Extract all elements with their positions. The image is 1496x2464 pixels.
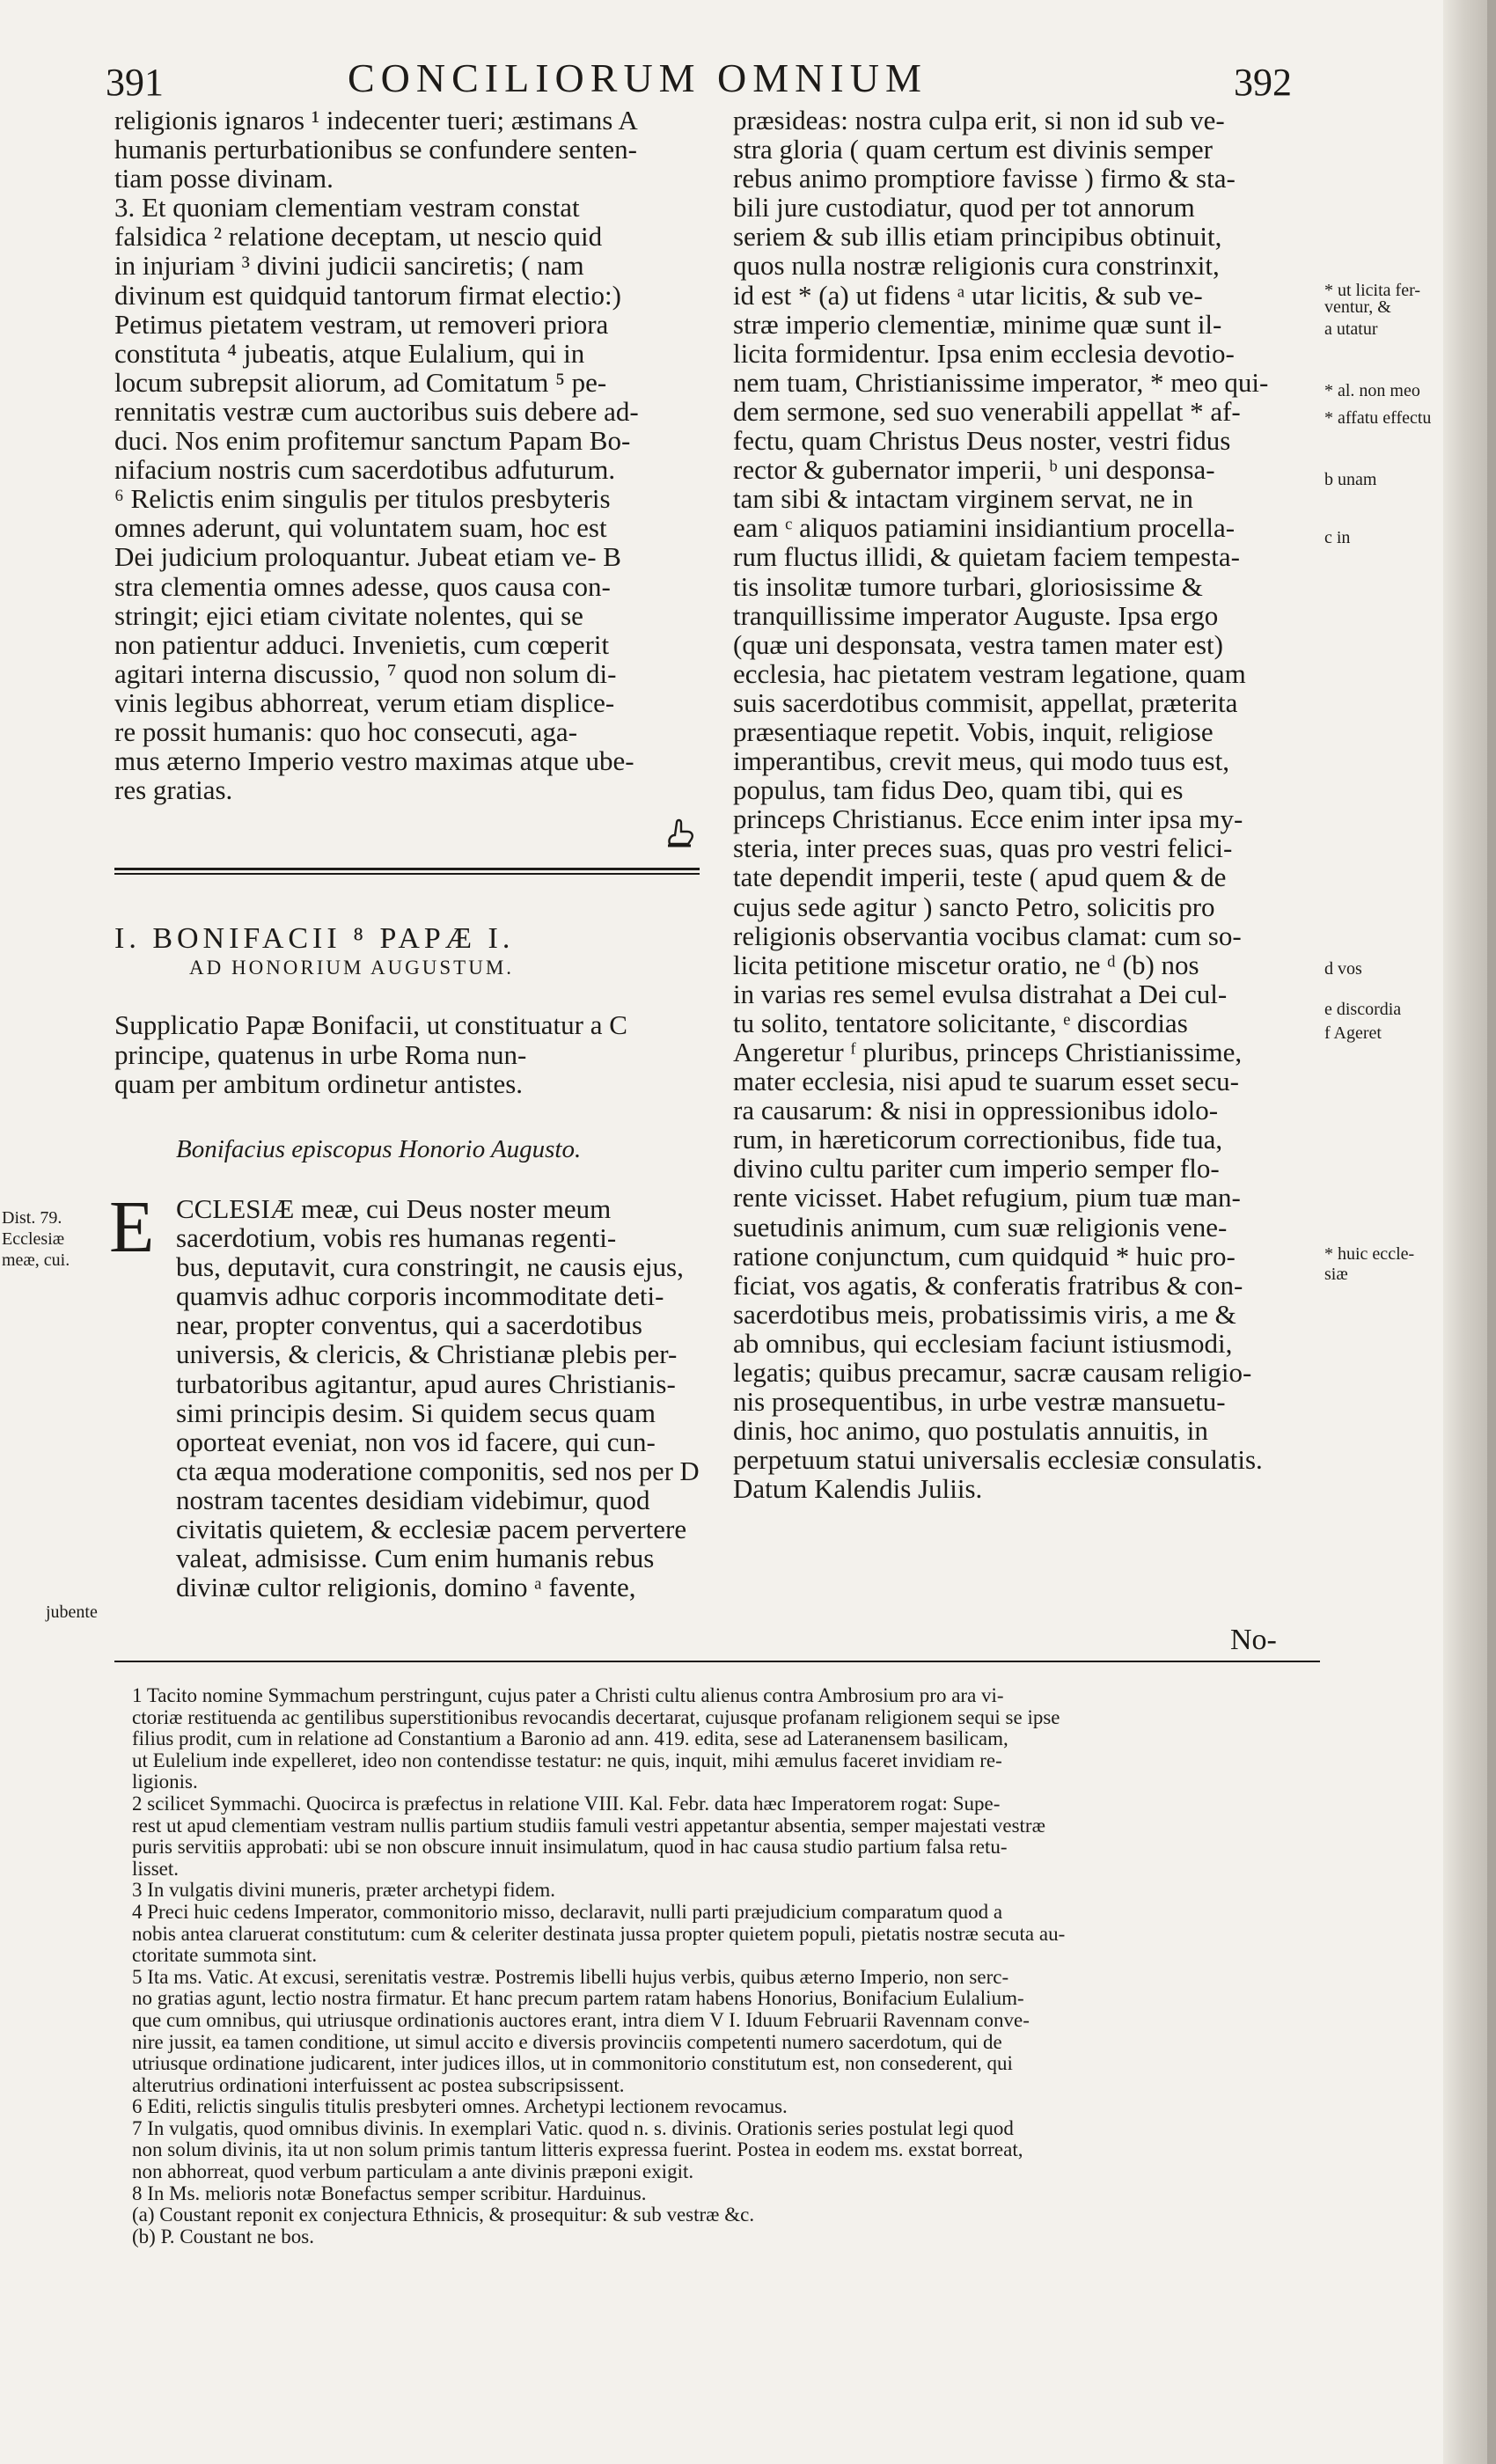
- right-column-line: fectu, quam Christus Deus noster, vestri fidus: [733, 425, 1231, 457]
- right-column-line: religionis observantia vocibus clamat: cum so-: [733, 920, 1242, 951]
- right-column-line: imperantibus, crevit meus, qui modo tuus est,: [733, 745, 1229, 777]
- right-margin-note: f Ageret: [1324, 1023, 1382, 1043]
- left-column-line: re possit humanis: quo hoc consecuti, aga-: [114, 715, 578, 747]
- letter-body-line: divinæ cultor religionis, domino ᵃ favente,: [176, 1572, 636, 1603]
- footnote-line: rest ut apud clementiam vestram nullis partium studiis famuli vestri appetantur absentia, semper majestati vestræ: [132, 1814, 1045, 1837]
- right-column-line: tis insolitæ tumore turbari, gloriosissime &: [733, 570, 1203, 602]
- footnotes: [132, 1685, 1320, 2248]
- right-column-line: ra causarum: & nisi in oppressionibus idolo-: [733, 1095, 1219, 1126]
- left-column-line: tiam posse divinam.: [114, 163, 334, 194]
- right-column-line: in varias res semel evulsa distrahat a Dei cul-: [733, 978, 1228, 1009]
- letter-body-line: simi principis desim. Si quidem secus quam: [176, 1397, 656, 1428]
- right-column-line: id est * (a) ut fidens ᵃ utar licitis, & sub ve-: [733, 279, 1203, 311]
- footnote-line: ctoritate summota sint.: [132, 1944, 318, 1967]
- footnote-line: 4 Preci huic cedens Imperator, commonitorio misso, declaravit, nulli parti præjudicium comparatum quod a: [132, 1900, 1003, 1923]
- right-column-line: nis prosequentibus, in urbe vestræ mansuetu-: [733, 1386, 1226, 1418]
- left-column-line: mus æterno Imperio vestro maximas atque ube-: [114, 745, 634, 777]
- letter-body-line: nostram tacentes desidiam videbimur, quod: [176, 1484, 650, 1515]
- left-margin-note-line: meæ, cui.: [2, 1250, 70, 1270]
- letter-body-line: near, propter conventus, qui a sacerdotibus: [176, 1309, 642, 1341]
- left-column-line: divinum est quidquid tantorum firmat electio:): [114, 279, 621, 311]
- letter-body-line: cta æqua moderatione componitis, sed nos per D: [176, 1455, 700, 1486]
- footnote-line: 5 Ita ms. Vatic. At excusi, serenitatis vestræ. Postremis libelli hujus verbis, quibus æterno Imperio, non serc-: [132, 1965, 1009, 1988]
- right-column-line: suetudinis animum, cum suæ religionis vene-: [733, 1211, 1228, 1243]
- right-column-line: præsideas: nostra culpa erit, si non id sub ve-: [733, 105, 1225, 136]
- right-column-line: rum, in hæreticorum correctionibus, fide tua,: [733, 1124, 1223, 1155]
- right-margin-note: siæ: [1324, 1265, 1348, 1285]
- left-column-line: stra clementia omnes adesse, quos causa con-: [114, 570, 611, 602]
- left-column-line: vinis legibus abhorreat, verum etiam displice-: [114, 686, 615, 718]
- left-column-line: religionis ignaros ¹ indecenter tueri; æstimans A: [114, 105, 638, 136]
- footnote-line: 8 In Ms. melioris notæ Bonefactus semper scribitur. Harduinus.: [132, 2182, 647, 2204]
- left-margin-note-line: Ecclesiæ: [2, 1229, 65, 1249]
- footnote-line: alterutrius ordinationi interfuissent ac postea subscripsissent.: [132, 2073, 625, 2096]
- footnote-line: 2 scilicet Symmachi. Quocirca is præfectus in relatione VIII. Kal. Febr. data hæc Imperatorem rogat: Supe-: [132, 1792, 1001, 1815]
- right-column-line: tate dependit imperii, teste ( apud quem & de: [733, 862, 1227, 893]
- right-margin-note: d vos: [1324, 958, 1362, 979]
- right-column-line: ratione conjunctum, cum quidquid * huic pro-: [733, 1240, 1236, 1272]
- letter-summary: [114, 1010, 627, 1099]
- letter-body-line: oporteat eveniat, non vos id facere, qui cun-: [176, 1426, 656, 1457]
- right-margin-note: a utatur: [1324, 319, 1378, 340]
- left-column-line: Dei judicium proloquantur. Jubeat etiam ve- B: [114, 541, 621, 573]
- right-column-line: suis sacerdotibus commisit, appellat, præterita: [733, 686, 1238, 718]
- left-column-line: Petimus pietatem vestram, ut removeri priora: [114, 308, 609, 340]
- left-margin-jubente: jubente: [46, 1602, 98, 1622]
- footnote-line: ut Eulelium inde expelleret, ideo non contendisse testatur: ne quis, inquit, mihi æmulus faceret invidiam re-: [132, 1749, 1002, 1771]
- right-column-line: bili jure custodiatur, quod per tot annorum: [733, 192, 1195, 224]
- footnote-line: utriusque ordinatione judicarent, inter judices illos, ut in commonitorio constitutum est, non consederent, qui: [132, 2052, 1013, 2075]
- right-column-line: præsentiaque repetit. Vobis, inquit, religiose: [733, 715, 1214, 747]
- drop-cap: E: [109, 1186, 155, 1268]
- footnote-line: non solum divinis, ita ut non solum primis tantum litteris expressa fuerint. Postea in eodem ms. exstat borreat,: [132, 2138, 1023, 2161]
- letter-salutation: Bonifacius episcopus Honorio Augusto.: [176, 1135, 582, 1163]
- right-column-line: princeps Christianus. Ecce enim inter ipsa my-: [733, 803, 1243, 835]
- footnote-rule: [114, 1661, 1320, 1662]
- right-column-line: dinis, hoc animo, quo postulatis annuitis, in: [733, 1415, 1208, 1447]
- footnote-line: lisset.: [132, 1857, 180, 1880]
- running-title: CONCILIORUM OMNIUM: [348, 55, 928, 100]
- right-column-text: [733, 106, 1318, 1504]
- left-column-line: agitari interna discussio, ⁷ quod non solum di-: [114, 657, 617, 689]
- section-rule-top: [114, 868, 700, 870]
- letter-body-line: CCLESIÆ meæ, cui Deus noster meum: [176, 1193, 612, 1224]
- summary-line: principe, quatenus in urbe Roma nun-: [114, 1038, 527, 1070]
- right-column-line: stra gloria ( quam certum est divinis semper: [733, 134, 1213, 165]
- footnote-line: (b) P. Coustant ne bos.: [132, 2225, 314, 2248]
- left-column-line: in injuriam ³ divini judicii sanciretis; ( nam: [114, 250, 584, 282]
- right-margin-note: e discordia: [1324, 1000, 1402, 1020]
- section-rule-bottom: [114, 873, 700, 875]
- letter-body-line: turbatoribus agitantur, apud aures Christianis-: [176, 1368, 676, 1399]
- right-column-line: quos nulla nostræ religionis cura constrinxit,: [733, 250, 1220, 282]
- left-column-line: 3. Et quoniam clementiam vestram constat: [114, 192, 580, 224]
- footnote-line: 1 Tacito nomine Symmachum perstringunt, cujus pater a Christi cultu alienus contra Ambrosium pro ara vi-: [132, 1684, 1004, 1706]
- right-column-line: (quæ uni desponsata, vestra tamen mater est): [733, 628, 1223, 660]
- left-column-line: res gratias.: [114, 774, 233, 806]
- footnote-line: filius prodit, cum in relatione ad Constantium a Baronio ad ann. 419. edita, sese ad Lateranensem basilicam,: [132, 1727, 1008, 1750]
- page-number-right: 392: [1234, 61, 1292, 104]
- catchword: No-: [1230, 1624, 1277, 1656]
- summary-line: quam per ambitum ordinetur antistes.: [114, 1068, 524, 1099]
- right-column-line: cujus sede agitur ) sancto Petro, solicitis pro: [733, 891, 1215, 922]
- right-column-line: dem sermone, sed suo venerabili appellat * af-: [733, 395, 1241, 427]
- right-column-line: rector & gubernator imperii, ᵇ uni desponsa-: [733, 454, 1215, 486]
- left-column-line: stringit; ejici etiam civitate nolentes, qui se: [114, 599, 583, 631]
- right-column-line: licita petitione miscetur oratio, ne ᵈ (b) nos: [733, 949, 1199, 980]
- right-column-line: steria, inter preces suas, quas pro vestri felici-: [733, 832, 1233, 864]
- left-column-line: falsidica ² relatione deceptam, ut nescio quid: [114, 221, 603, 253]
- right-margin-note: c in: [1324, 527, 1351, 547]
- left-column-line: humanis perturbationibus se confundere senten-: [114, 134, 637, 165]
- footnote-line: nobis antea claruerat constitutum: cum & celeriter destinata jussa propter quietem populi, pietatis nostræ secuta au-: [132, 1922, 1066, 1945]
- left-column-line: rennitatis vestræ cum auctoribus suis debere ad-: [114, 395, 639, 427]
- right-margin-note: * huic eccle-: [1324, 1244, 1415, 1265]
- right-margin-note: * al. non meo: [1324, 380, 1420, 400]
- right-column-line: licita formidentur. Ipsa enim ecclesia devotio-: [733, 337, 1235, 369]
- footnote-line: ligionis.: [132, 1771, 198, 1793]
- page-number-left: 391: [106, 61, 164, 104]
- right-column-line: seriem & sub illis etiam principibus obtinuit,: [733, 221, 1222, 253]
- left-column-line: nifacium nostris cum sacerdotibus adfuturum.: [114, 454, 616, 486]
- letter-body-line: sacerdotium, vobis res humanas regenti-: [176, 1222, 617, 1254]
- right-column-line: rebus animo promptiore favisse ) firmo & sta-: [733, 163, 1236, 194]
- left-column-line: constituta ⁴ jubeatis, atque Eulalium, qui in: [114, 337, 585, 369]
- left-column-line: duci. Nos enim profitemur sanctum Papam Bo-: [114, 425, 631, 457]
- left-column-line: omnes aderunt, qui voluntatem suam, hoc est: [114, 512, 607, 544]
- right-column-line: tranquillissime imperator Auguste. Ipsa ergo: [733, 599, 1219, 631]
- right-column-line: tu solito, tentatore solicitante, ᵉ discordias: [733, 1007, 1188, 1038]
- right-margin-note: * ut licita fer-: [1324, 280, 1420, 300]
- footnote-line: 3 In vulgatis divini muneris, præter archetypi fidem.: [132, 1879, 555, 1902]
- footnote-line: no gratias agunt, lectio nostra firmatur. Et hanc precum partem ratam habens Honorius, Bonifacium Eulalium-: [132, 1987, 1024, 2010]
- right-column-line: tam sibi & intactam virginem servat, ne in: [733, 483, 1193, 515]
- summary-line: Supplicatio Papæ Bonifacii, ut constituatur a C: [114, 1009, 627, 1040]
- letter-body-text: [176, 1194, 700, 1602]
- left-margin-note: [2, 1207, 70, 1271]
- right-column-line: legatis; quibus precamur, sacræ causam religio-: [733, 1357, 1252, 1389]
- footnote-line: 7 In vulgatis, quod omnibus divinis. In exemplari Vatic. quod n. s. divinis. Orationis series postulat legi quod: [132, 2116, 1014, 2139]
- right-column-line: rum fluctus illidi, & quietam faciem tempesta-: [733, 541, 1240, 573]
- letter-body-line: valeat, admisisse. Cum enim humanis rebus: [176, 1543, 655, 1574]
- letter-body-line: universis, & clericis, & Christianæ plebis per-: [176, 1338, 678, 1370]
- right-column-line: rente vicisset. Habet refugium, pium tuæ man-: [733, 1182, 1241, 1214]
- right-column-line: perpetuum statui universalis ecclesiæ consulatis.: [733, 1444, 1263, 1476]
- footnote-line: que cum omnibus, qui utriusque ordinationis auctores erant, intra diem V I. Iduum Februarii Ravennam conve-: [132, 2008, 1030, 2031]
- right-column-line: divino cultu pariter cum imperio semper flo-: [733, 1153, 1220, 1184]
- right-column-line: nem tuam, Christianissime imperator, * meo qui-: [733, 366, 1269, 398]
- footnote-line: non abhorreat, quod verbum particulam a ante divinis præponi exigit.: [132, 2160, 694, 2183]
- footnote-line: nire jussit, ea tamen conditione, ut simul accito e diversis provinciis competenti numero sacerdotum, qui de: [132, 2030, 1002, 2053]
- letter-body-line: civitatis quietem, & ecclesiæ pacem pervertere: [176, 1514, 687, 1545]
- right-column-line: ficiat, vos agatis, & conferatis fratribus & con-: [733, 1269, 1243, 1301]
- footnote-line: (a) Coustant reponit ex conjectura Ethnicis, & prosequitur: & sub vestræ &c.: [132, 2204, 755, 2226]
- right-margin-note: ventur, &: [1324, 297, 1391, 318]
- right-column-line: ab omnibus, qui ecclesiam faciunt istiusmodi,: [733, 1327, 1233, 1359]
- right-column-line: Angeretur ᶠ pluribus, princeps Christianissime,: [733, 1037, 1243, 1067]
- pointing-hand-ornament-icon: [664, 814, 696, 849]
- right-margin-note: * affatu effectu: [1324, 408, 1432, 429]
- left-column-line: non patientur adduci. Invenietis, cum cœperit: [114, 628, 610, 660]
- right-column-line: eam ᶜ aliquos patiamini insidiantium procella-: [733, 512, 1236, 544]
- left-column-line: locum subrepsit aliorum, ad Comitatum ⁵ pe-: [114, 366, 607, 398]
- next-page-edge: [1487, 0, 1496, 2464]
- letter-heading: I. BONIFACII ⁸ PAPÆ I.: [114, 922, 515, 955]
- right-column-line: Datum Kalendis Juliis.: [733, 1473, 983, 1505]
- footnote-line: puris servitiis approbati: ubi se non obscure innuit insimulatum, quod in hac causa studio partium falsa retu-: [132, 1836, 1008, 1859]
- right-margin-note: b unam: [1324, 469, 1377, 489]
- letter-body-line: quamvis adhuc corporis incommoditate deti-: [176, 1280, 664, 1312]
- right-column-line: populus, tam fidus Deo, quam tibi, qui es: [733, 774, 1184, 806]
- right-column-line: stræ imperio clementiæ, minime quæ sunt il-: [733, 308, 1222, 340]
- right-column-line: ecclesia, hac pietatem vestram legatione, quam: [733, 657, 1246, 689]
- footnote-line: ctoriæ restituenda ac gentilibus superstitionibus revocandis decertarat, cujusque profanam religionem sequi se ipse: [132, 1705, 1060, 1728]
- right-column-line: mater ecclesia, nisi apud te suarum esset secu-: [733, 1066, 1239, 1097]
- footnote-line: 6 Editi, relictis singulis titulis presbyteri omnes. Archetypi lectionem revocamus.: [132, 2095, 788, 2118]
- letter-addressee: AD HONORIUM AUGUSTUM.: [189, 957, 515, 979]
- letter-body-line: bus, deputavit, cura constringit, ne causis ejus,: [176, 1251, 684, 1283]
- right-column-line: sacerdotibus meis, probatissimis viris, a me &: [733, 1298, 1236, 1330]
- left-column-line: ⁶ Relictis enim singulis per titulos presbyteris: [114, 483, 611, 515]
- left-margin-note-line: Dist. 79.: [2, 1208, 62, 1228]
- left-column-text: [114, 106, 700, 804]
